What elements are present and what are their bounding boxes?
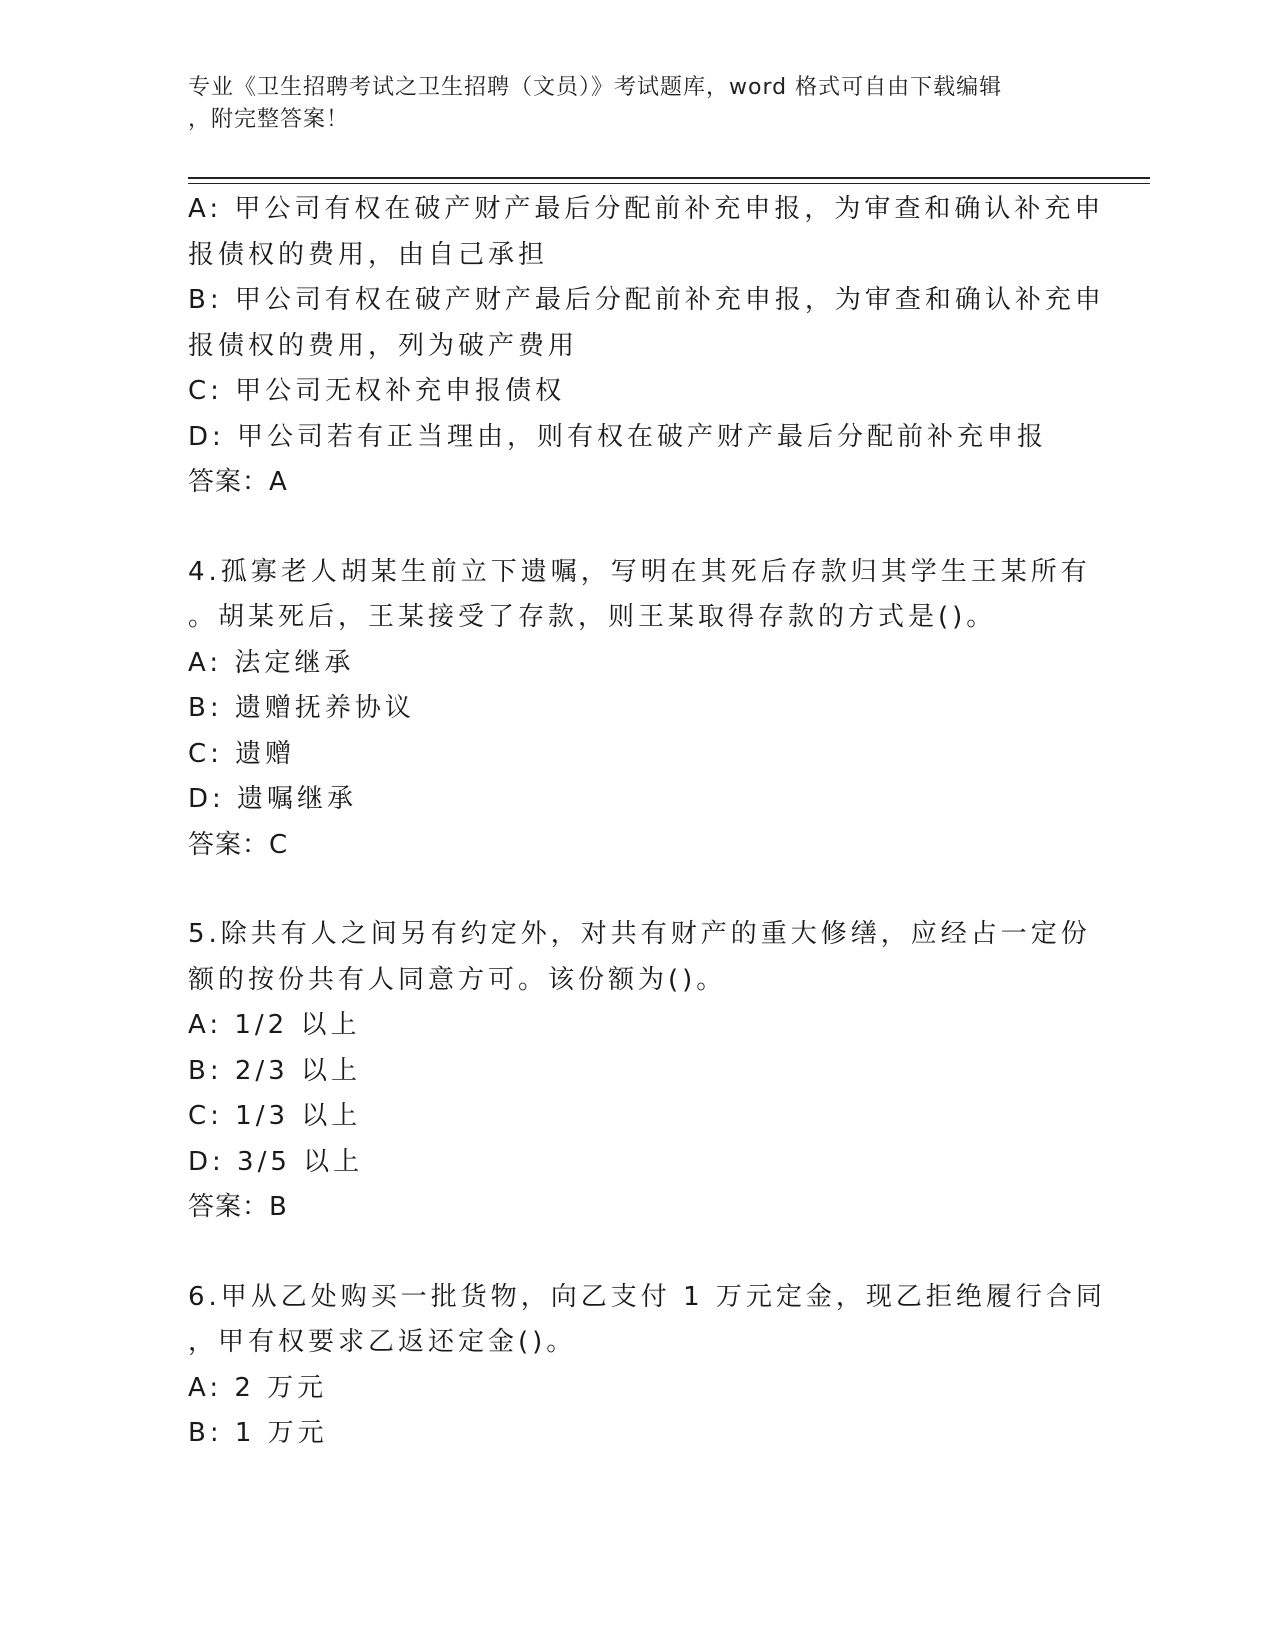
option-a: A: 1/2 以上: [188, 1010, 361, 1040]
header-title-line-1: 专业《卫生招聘考试之卫生招聘（文员）》考试题库，word 格式可自由下载编辑: [188, 75, 1003, 100]
option-d: D: 遗嘱继承: [188, 784, 358, 814]
question-3: [188, 187, 1108, 506]
answer-label: 答案：A: [188, 467, 288, 497]
option-a: A: 法定继承: [188, 647, 355, 678]
question-stem-line-2: 。胡某死后，王某接受了存款，则王某取得存款的方式是()。: [188, 602, 997, 632]
option-b: B: 2/3 以上: [188, 1055, 361, 1086]
question-stem-line-1: 5.除共有人之间另有约定外，对共有财产的重大修缮，应经占一定份: [188, 919, 1091, 949]
option-b: B: 遗赠抚养协议: [188, 693, 415, 723]
question-spacer: [188, 506, 1108, 550]
question-list: [188, 187, 1108, 1457]
option-d: D: 3/5 以上: [188, 1146, 364, 1177]
option-a: A: 2 万元: [188, 1372, 328, 1403]
option-c: C: 遗赠: [188, 738, 296, 769]
header-divider-thick: [188, 177, 1150, 179]
question-stem-line-2: 额的按份共有人同意方可。该份额为()。: [188, 964, 727, 995]
document-header: [188, 72, 1088, 136]
question-5: [188, 912, 1108, 1231]
header-divider-thin: [188, 183, 1150, 184]
question-spacer: [188, 868, 1108, 912]
option-b: B: 1 万元: [188, 1418, 328, 1448]
question-stem-line-1: 6.甲从乙处购买一批货物，向乙支付 1 万元定金，现乙拒绝履行合同: [188, 1281, 1106, 1312]
question-stem-line-2: ，甲有权要求乙返还定金()。: [188, 1327, 577, 1357]
option-c: C: 1/3 以上: [188, 1101, 362, 1131]
option-b-line-2: 报债权的费用，列为破产费用: [188, 330, 579, 361]
answer-label: 答案：C: [188, 829, 289, 860]
question-spacer: [188, 1231, 1108, 1275]
option-a-line-2: 报债权的费用，由自己承担: [188, 239, 549, 270]
option-c: C: 甲公司无权补充申报债权: [188, 376, 566, 406]
question-4: [188, 550, 1108, 869]
option-a-line-1: A: 甲公司有权在破产财产最后分配前补充申报，为审查和确认补充申: [188, 194, 1105, 224]
option-d: D: 甲公司若有正当理由，则有权在破产财产最后分配前补充申报: [188, 421, 1048, 452]
question-stem-line-1: 4.孤寡老人胡某生前立下遗嘱，写明在其死后存款归其学生王某所有: [188, 556, 1091, 587]
answer-label: 答案：B: [188, 1192, 288, 1222]
question-6: [188, 1275, 1108, 1457]
header-title-line-2: ，附完整答案！: [188, 107, 350, 132]
option-b-line-1: B: 甲公司有权在破产财产最后分配前补充申报，为审查和确认补充申: [188, 285, 1105, 315]
